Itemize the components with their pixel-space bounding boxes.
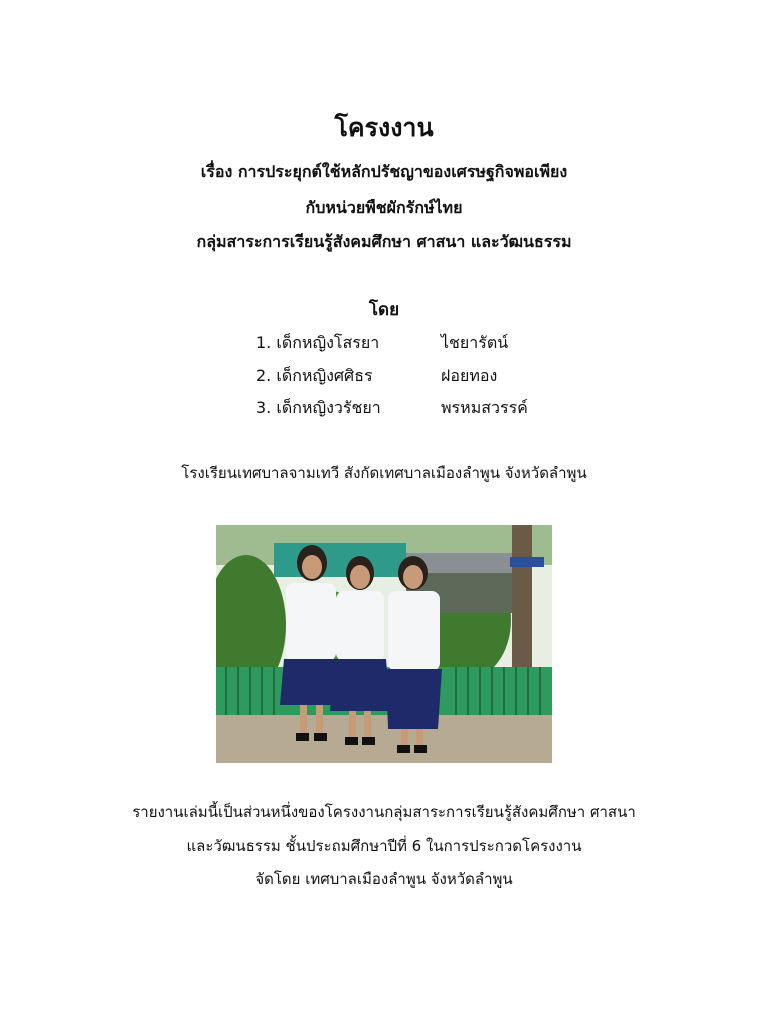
students-photo-drawing: [216, 525, 552, 763]
author-row-1: [0, 331, 768, 355]
footer-line-3: จัดโดย เทศบาลเมืองลำพูน จังหวัดลำพูน: [255, 870, 513, 888]
by-label: โดย: [368, 300, 400, 320]
author-last-name: ไชยารัตน์: [441, 333, 509, 352]
author-first-name: 2. เด็กหญิงศศิธร: [256, 366, 373, 385]
photo-small-sign: [510, 557, 544, 567]
author-first-name: 3. เด็กหญิงวรัชยา: [256, 398, 381, 417]
author-row-2: [0, 364, 768, 388]
subject-line-1: เรื่อง การประยุกต์ใช้หลักปรัชญาของเศรษฐกิจพอเพียง: [200, 162, 568, 181]
author-last-name: ฝอยทอง: [441, 366, 498, 385]
subject-line-3: กลุ่มสาระการเรียนรู้สังคมศึกษา ศาสนา และวัฒนธรรม: [196, 232, 572, 251]
author-row-3: [0, 396, 768, 420]
author-first-name: 1. เด็กหญิงโสรยา: [256, 333, 380, 352]
footer-line-1: รายงานเล่มนี้เป็นส่วนหนึ่งของโครงงานกลุ่มสาระการเรียนรู้สังคมศึกษา ศาสนา: [132, 803, 636, 821]
photo-ground: [216, 713, 552, 763]
photo-tree-trunk: [512, 525, 532, 675]
school-line: โรงเรียนเทศบาลจามเทวี สังกัดเทศบาลเมืองลำพูน จังหวัดลำพูน: [181, 464, 587, 482]
subject-line-2: กับหน่วยพืชผักรักษ์ไทย: [305, 198, 463, 217]
author-last-name: พรหมสวรรค์: [441, 398, 528, 417]
photo-sign-board: [274, 543, 406, 577]
document-title: โครงงาน: [334, 113, 434, 142]
students-photo: [216, 525, 552, 763]
footer-line-2: และวัฒนธรรม ชั้นประถมศึกษาปีที่ 6 ในการประกวดโครงงาน: [186, 837, 582, 855]
